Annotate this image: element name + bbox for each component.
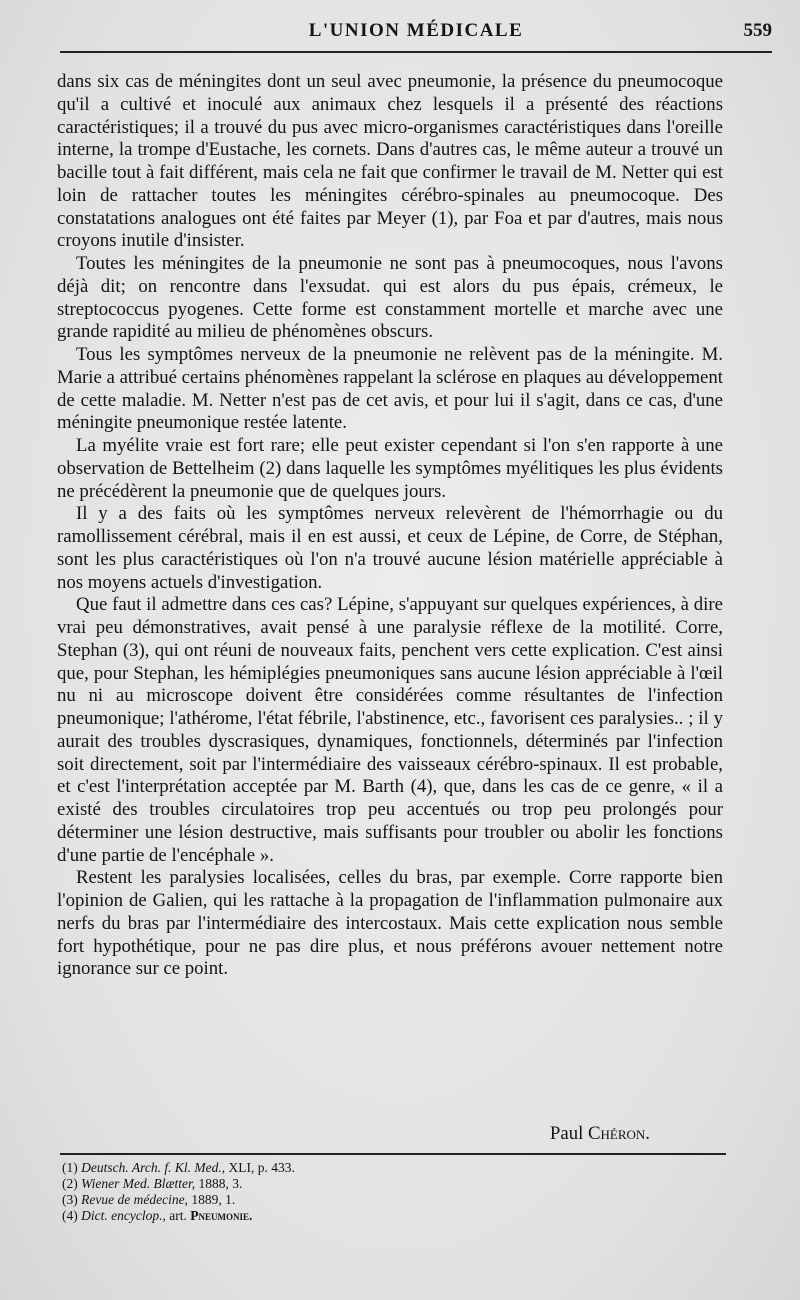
paragraph-6: Que faut il admettre dans ces cas? Lépine, s'appuyant sur quelques expériences, à dire vrai peu démonstratives, avait pensé à une paralysie réflexe de la motilité. Corre, Stephan (3), qui ont réuni de nouveaux faits, penchent vers cette explication. C'est ainsi que, pour Stephan, les hémiplégies pneumoniques sans aucune lésion appréciable à l'œil nu ni au microscope doivent être considérées comme résultantes de l'infection pneumonique; l'athérome, l'état fébrile, l'abstinence, etc., favorisent ces paralysies.. ; il y aurait des troubles dyscrasiques, dynamiques, fonctionnels, déterminés par l'infection soit directement, soit par l'intermédiaire des vaisseaux cérébro-spinaux. Il est probable, et c'est l'interprétation acceptée par M. Barth (4), que, dans les cas de ce genre, « il a existé des troubles circulatoires trop peu accentués ou trop peu prolongés pour déterminer une lésion destructive, mais suffisants pour troubler ou abolir les fonctions d'une partie de l'encéphale ».: [57, 594, 723, 866]
header-rule: [60, 51, 772, 53]
footnote-reference: Dict. encyclop.,: [81, 1208, 166, 1223]
footnote-2: [62, 1176, 622, 1192]
footnote-number: (4): [62, 1208, 78, 1223]
paragraph-7: Restent les paralysies localisées, celles du bras, par exemple. Corre rapporte bien l'opinion de Galien, qui les rattache à la propagation de l'inflammation pulmonaire aux nerfs du bras par l'intermédiaire des intercostaux. Mais cette explication nous semble fort hypothétique, pour ne pas dire plus, et nous préférons avouer nettement notre ignorance sur ce point.: [57, 867, 723, 980]
footnote-detail: 1888, 3.: [198, 1176, 243, 1191]
page-header: [60, 16, 772, 50]
footnote-caps: Pneumonie.: [190, 1208, 253, 1223]
footnote-reference: Deutsch. Arch. f. Kl. Med.,: [81, 1160, 226, 1175]
footnote-number: (2): [62, 1176, 78, 1191]
footnote-1: [62, 1160, 622, 1176]
paragraph-3: Tous les symptômes nerveux de la pneumonie ne relèvent pas de la méningite. M. Marie a attribué certains phénomènes rappelant la sclérose en plaques au développement de cette maladie. M. Netter n'est pas de cet avis, et pour lui il s'agit, dans ce cas, d'une méningite pneumonique restée latente.: [57, 344, 723, 434]
page-number: 559: [743, 20, 772, 41]
author-first-name: Paul: [549, 1123, 584, 1144]
footnote-reference: Revue de médecine,: [81, 1192, 188, 1207]
footnote-detail: XLI, p. 433.: [228, 1160, 295, 1175]
footnote-4: [62, 1208, 622, 1224]
article-body: [57, 71, 723, 981]
author-signature: [550, 1123, 650, 1145]
paragraph-2: Toutes les méningites de la pneumonie ne sont pas à pneumocoques, nous l'avons déjà dit; on rencontre dans l'exsudat. qui est alors du pus épais, crémeux, le streptococcus pyogenes. Cette forme est constamment mortelle et marche avec une grande rapidité au milieu de phénomènes obscurs.: [57, 253, 723, 343]
paragraph-1: dans six cas de méningites dont un seul avec pneumonie, la présence du pneumocoque qu'il a cultivé et inoculé aux animaux chez lesquels il a présenté des réactions caractéristiques; il a trouvé du pus avec micro-organismes caractéristiques dans l'oreille interne, la trompe d'Eustache, les cornets. Dans d'autres cas, le même auteur a trouvé un bacille tout à fait différent, mais cela ne fait que confirmer le travail de M. Netter qui est loin de rattacher toutes les méningites cérébro-spinales au pneumocoque. Des constatations analogues ont été faites par Meyer (1), par Foa et par d'autres, mais nous croyons inutile d'insister.: [57, 71, 723, 252]
footnote-detail: 1889, 1.: [191, 1192, 236, 1207]
footnote-number: (3): [62, 1192, 78, 1207]
paragraph-5: Il y a des faits où les symptômes nerveux relevèrent de l'hémorrhagie ou du ramollissement cérébral, mais il en est aussi, et ceux de Lépine, de Corre, de Stéphan, sont les plus caractéristiques où l'on n'a trouvé aucune lésion matérielle appréciable à nos moyens actuels d'investigation.: [57, 503, 723, 593]
footnote-3: [62, 1192, 622, 1208]
footnote-detail: art.: [169, 1208, 187, 1223]
running-title: L'UNION MÉDICALE: [308, 20, 524, 41]
author-last-name: Chéron.: [588, 1123, 650, 1144]
paragraph-4: La myélite vraie est fort rare; elle peut exister cependant si l'on s'en rapporte à une observation de Bettelheim (2) dans laquelle les symptômes myélitiques les plus évidents ne précédèrent la pneumonie que de quelques jours.: [57, 435, 723, 502]
footnote-number: (1): [62, 1160, 78, 1175]
footnotes: [62, 1160, 622, 1224]
footnote-rule: [60, 1153, 726, 1155]
footnote-reference: Wiener Med. Blætter,: [81, 1176, 196, 1191]
